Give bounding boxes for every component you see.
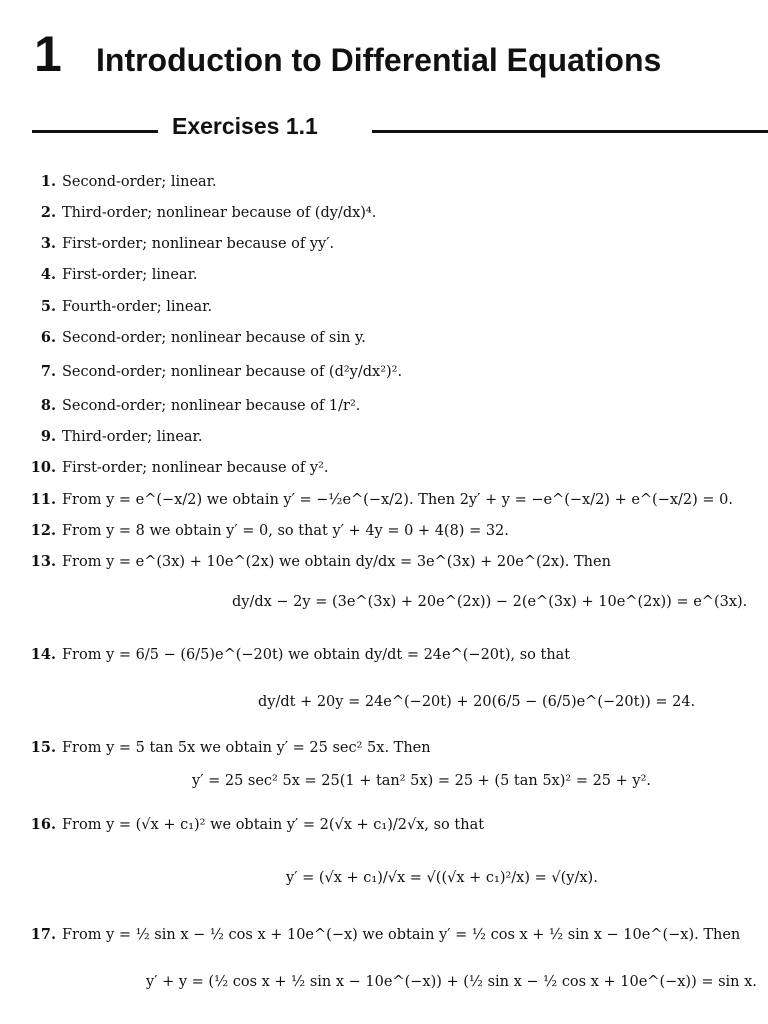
exercise-number: 2. xyxy=(40,204,56,221)
display-equation: dy/dt + 20y = 24e^(−20t) + 20(6/5 − (6/5)e^(−20t)) = 24. xyxy=(258,694,696,710)
exercise-number: 10. xyxy=(30,459,56,476)
chapter-title: Introduction to Differential Equations xyxy=(96,42,662,78)
exercise-number: 6. xyxy=(40,329,56,346)
display-equation: y′ = (√x + c₁)/√x = √((√x + c₁)²/x) = √(y/x). xyxy=(286,870,598,886)
exercise-text: First-order; nonlinear because of yy′. xyxy=(62,236,335,252)
exercise-number: 3. xyxy=(40,235,56,252)
exercise-number: 8. xyxy=(40,397,56,414)
exercise-text: From y = 8 we obtain y′ = 0, so that y′ + 4y = 0 + 4(8) = 32. xyxy=(62,523,509,539)
display-equation: y′ + y = (½ cos x + ½ sin x − 10e^(−x)) + (½ sin x − ½ cos x + 10e^(−x)) = sin x. xyxy=(146,974,757,990)
exercise-set-title: Exercises 1.1 xyxy=(172,113,318,139)
exercise-text: From y = (√x + c₁)² we obtain y′ = 2(√x + c₁)/2√x, so that xyxy=(62,817,485,833)
exercise-number: 7. xyxy=(40,363,56,380)
exercise-number: 9. xyxy=(40,428,56,445)
exercise-text: First-order; linear. xyxy=(62,267,198,283)
exercise-number: 13. xyxy=(30,553,56,570)
exercise-text: From y = ½ sin x − ½ cos x + 10e^(−x) we obtain y′ = ½ cos x + ½ sin x − 10e^(−x). Then xyxy=(62,927,741,943)
exercise-text: Second-order; nonlinear because of 1/r². xyxy=(62,398,361,414)
exercise-text: Third-order; linear. xyxy=(62,429,203,445)
chapter-number: 1 xyxy=(34,26,62,82)
exercise-number: 15. xyxy=(30,739,56,756)
exercise-number: 11. xyxy=(30,491,56,508)
exercise-text: From y = 5 tan 5x we obtain y′ = 25 sec² 5x. Then xyxy=(62,740,431,756)
exercise-text: Second-order; nonlinear because of sin y. xyxy=(62,330,366,346)
exercise-text: From y = e^(3x) + 10e^(2x) we obtain dy/dx = 3e^(3x) + 20e^(2x). Then xyxy=(62,554,611,570)
exercise-text: Fourth-order; linear. xyxy=(62,299,213,315)
exercise-text: From y = 6/5 − (6/5)e^(−20t) we obtain dy/dt = 24e^(−20t), so that xyxy=(62,647,571,663)
exercise-text: First-order; nonlinear because of y². xyxy=(62,460,329,476)
exercise-text: Third-order; nonlinear because of (dy/dx)⁴. xyxy=(62,205,377,221)
exercise-text: Second-order; linear. xyxy=(62,174,217,190)
exercise-number: 4. xyxy=(40,266,56,283)
exercise-text: From y = e^(−x/2) we obtain y′ = −½e^(−x/2). Then 2y′ + y = −e^(−x/2) + e^(−x/2) = 0. xyxy=(62,492,734,508)
display-equation: dy/dx − 2y = (3e^(3x) + 20e^(2x)) − 2(e^(3x) + 10e^(2x)) = e^(3x). xyxy=(232,594,748,610)
display-equation: y′ = 25 sec² 5x = 25(1 + tan² 5x) = 25 + (5 tan 5x)² = 25 + y². xyxy=(192,773,652,789)
exercise-number: 17. xyxy=(30,926,56,943)
exercise-number: 12. xyxy=(30,522,56,539)
exercise-text: Second-order; nonlinear because of (d²y/dx²)². xyxy=(62,364,403,380)
exercise-number: 1. xyxy=(40,173,56,190)
exercise-number: 5. xyxy=(40,298,56,315)
exercise-number: 16. xyxy=(30,816,56,833)
exercise-number: 14. xyxy=(30,646,56,663)
